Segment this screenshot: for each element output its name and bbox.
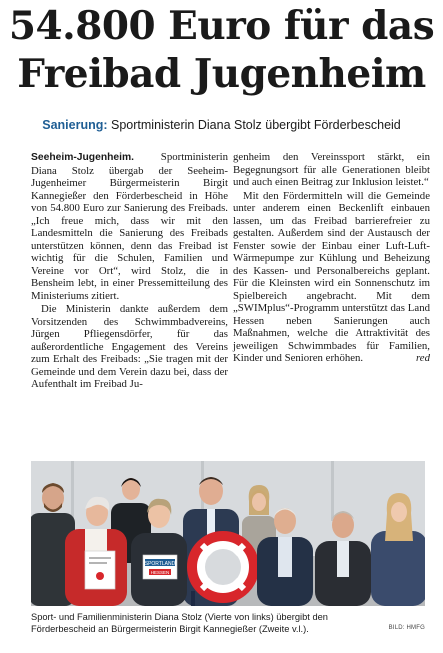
article-paragraph [233, 190, 430, 365]
kicker-text: Sportministerin Diana Stolz übergibt Förderbescheid [107, 118, 401, 132]
lifebuoy [192, 536, 254, 598]
group-photo [31, 461, 425, 606]
sign-subtext: HESSEN [150, 570, 170, 575]
photo-credit: BILD: HMFG [388, 625, 425, 631]
dateline: Seeheim-Jugenheim. [31, 152, 134, 163]
paragraph-text: Mit den Fördermitteln will die Gemeinde unter anderem einen Beckenlift einbauen lassen, um das Freibad barrierefreier zu gestalten. Außerdem sind der Austausch der Fenster sowie der Einbau einer Luft-Luft-Wärmepumpe zur Kühlung und Beheizung des Kassen- und Personalbereichs geplant. Für die Kleinsten wird ein Sonnenschutz im Spielbereich angebracht. Mit dem „SWIMplus“-Programm unterstützt das Land Hessen neben Sanierungen auch Maßnahmen, welche die Attraktivität des jeweiligen Schwimmbades für Familien, Kinder und Senioren erhöhen. [233, 189, 430, 364]
article-column-2 [233, 151, 430, 365]
subheadline [0, 118, 443, 132]
article-paragraph: Die Ministerin dankte außerdem dem Vorsitzenden des Schwimmbadvereins, Jürgen Pfliegensdörfer, für das außerordentliche Engagement des Vereins zum Erhalt des Freibads: „Sie tragen mit der Gemeinde und dem Verein dazu bei, dass der Aufenthalt im Freibad Ju- [31, 303, 228, 390]
sign-text: SPORTLAND [144, 561, 176, 567]
person-5 [191, 591, 195, 606]
author-signature: red [416, 352, 430, 364]
paragraph-text: Sportministerin Diana Stolz übergab der Seeheim-Jugenheimer Bürgermeisterin Birgit Kannegießer den Förderbescheid in Höhe von 54.800 Euro zur Sanierung des Freibads. „Ich freue mich, dass wir mit den Landesmitteln die Sanierung des Freibads unterstützen können, denn das Freibad ist wichtig für die Schulen, Familien und Vereine vor Ort“, wird Stolz, die in Bensheim lebt, in einer Pressemitteilung des Ministeriums zitiert. [31, 151, 228, 302]
article-paragraph [31, 151, 228, 302]
group-photo-illustration [31, 461, 425, 606]
article-column-1 [31, 151, 228, 391]
caption-line-1: Sport- und Familienministerin Diana Stolz (Vierte von links) übergibt den [31, 612, 328, 622]
caption-line-2: Förderbescheid an Bürgermeisterin Birgit Kannegießer (Zweite v.l.). [31, 624, 309, 634]
headline-line-1: 54.800 Euro für das [8, 3, 435, 49]
headline-line-2: Freibad Jugenheim [17, 51, 426, 97]
photo-caption [31, 611, 425, 635]
kicker-label: Sanierung: [42, 118, 108, 132]
article-paragraph: genheim den Vereinssport stärkt, ein Begegnungsort für alle Generationen bleibt und auch einen Beitrag zur Inklusion leistet.“ [233, 151, 430, 188]
